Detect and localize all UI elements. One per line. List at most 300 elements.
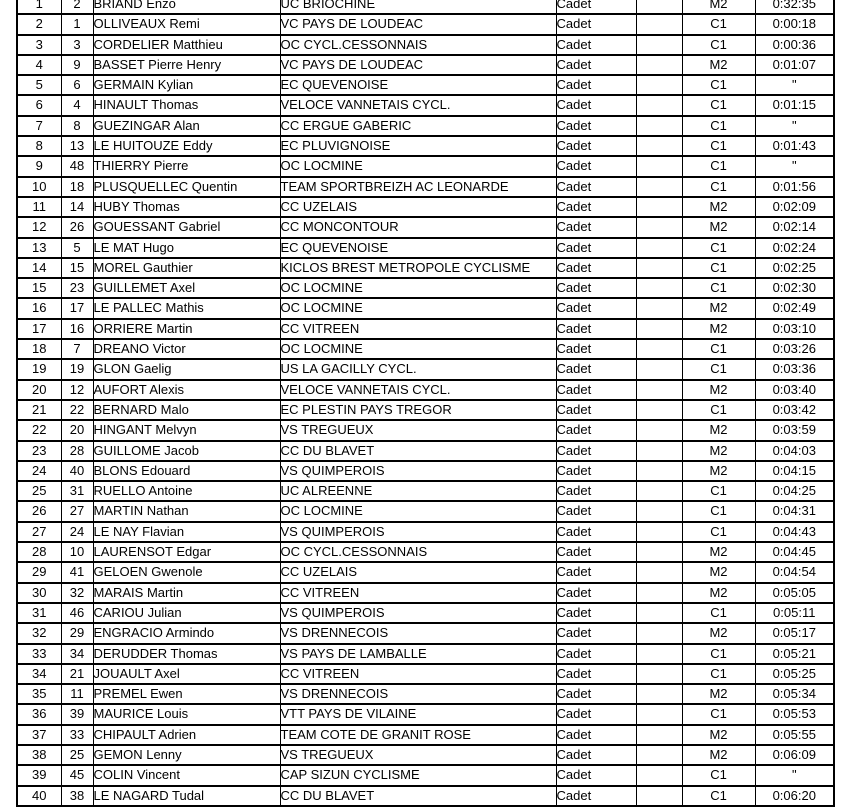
cell-dept	[636, 461, 682, 481]
cell-category: Cadet	[556, 461, 636, 481]
cell-category: Cadet	[556, 644, 636, 664]
result-row	[17, 35, 834, 55]
cell-dept	[636, 359, 682, 379]
results-table	[16, 0, 835, 807]
cell-category: Cadet	[556, 603, 636, 623]
cell-gap: 0:00:36	[755, 35, 834, 55]
cell-category: Cadet	[556, 664, 636, 684]
cell-dept	[636, 136, 682, 156]
cell-gap: 0:01:43	[755, 136, 834, 156]
cell-club: UC ALREENNE	[280, 481, 556, 501]
cell-club: OC LOCMINE	[280, 339, 556, 359]
cell-club: US LA GACILLY CYCL.	[280, 359, 556, 379]
cell-bib: 32	[61, 583, 93, 603]
cell-rank: 3	[17, 35, 61, 55]
cell-gap: 0:01:56	[755, 177, 834, 197]
cell-category: Cadet	[556, 522, 636, 542]
cell-name: CARIOU Julian	[93, 603, 280, 623]
cell-rank: 25	[17, 481, 61, 501]
result-row	[17, 75, 834, 95]
result-row	[17, 501, 834, 521]
result-row	[17, 238, 834, 258]
cell-class: M2	[682, 441, 755, 461]
cell-name: LAURENSOT Edgar	[93, 542, 280, 562]
cell-class: C1	[682, 156, 755, 176]
cell-name: HINGANT Melvyn	[93, 420, 280, 440]
cell-gap: 0:05:05	[755, 583, 834, 603]
cell-name: ORRIERE Martin	[93, 319, 280, 339]
cell-category: Cadet	[556, 217, 636, 237]
result-row	[17, 197, 834, 217]
cell-club: CC DU BLAVET	[280, 786, 556, 806]
cell-club: TEAM SPORTBREIZH AC LEONARDE	[280, 177, 556, 197]
cell-class: M2	[682, 380, 755, 400]
result-row	[17, 217, 834, 237]
cell-gap: 0:03:59	[755, 420, 834, 440]
result-row	[17, 765, 834, 785]
cell-club: CC VITREEN	[280, 583, 556, 603]
cell-rank: 36	[17, 704, 61, 724]
cell-dept	[636, 725, 682, 745]
cell-club: VC PAYS DE LOUDEAC	[280, 55, 556, 75]
cell-dept	[636, 217, 682, 237]
result-row	[17, 95, 834, 115]
cell-class: C1	[682, 177, 755, 197]
cell-club: OC LOCMINE	[280, 501, 556, 521]
cell-class: C1	[682, 75, 755, 95]
cell-dept	[636, 420, 682, 440]
cell-dept	[636, 55, 682, 75]
cell-dept	[636, 0, 682, 14]
cell-club: CC VITREEN	[280, 664, 556, 684]
cell-dept	[636, 35, 682, 55]
cell-class: M2	[682, 298, 755, 318]
result-row	[17, 298, 834, 318]
cell-name: THIERRY Pierre	[93, 156, 280, 176]
cell-rank: 31	[17, 603, 61, 623]
cell-rank: 12	[17, 217, 61, 237]
cell-bib: 31	[61, 481, 93, 501]
cell-category: Cadet	[556, 278, 636, 298]
cell-dept	[636, 14, 682, 34]
cell-gap: 0:06:20	[755, 786, 834, 806]
cell-gap: "	[755, 765, 834, 785]
result-row	[17, 441, 834, 461]
cell-gap: 0:05:21	[755, 644, 834, 664]
cell-bib: 38	[61, 786, 93, 806]
cell-class: M2	[682, 55, 755, 75]
cell-dept	[636, 116, 682, 136]
cell-gap: 0:01:15	[755, 95, 834, 115]
cell-bib: 29	[61, 623, 93, 643]
cell-name: OLLIVEAUX Remi	[93, 14, 280, 34]
cell-gap: 0:04:31	[755, 501, 834, 521]
cell-name: MARTIN Nathan	[93, 501, 280, 521]
cell-category: Cadet	[556, 481, 636, 501]
cell-club: EC QUEVENOISE	[280, 238, 556, 258]
cell-category: Cadet	[556, 420, 636, 440]
cell-club: VS QUIMPEROIS	[280, 603, 556, 623]
result-row	[17, 278, 834, 298]
result-row	[17, 644, 834, 664]
cell-club: CC MONCONTOUR	[280, 217, 556, 237]
cell-name: GELOEN Gwenole	[93, 562, 280, 582]
cell-bib: 8	[61, 116, 93, 136]
cell-class: M2	[682, 461, 755, 481]
cell-class: M2	[682, 725, 755, 745]
cell-bib: 39	[61, 704, 93, 724]
cell-class: C1	[682, 400, 755, 420]
cell-club: OC LOCMINE	[280, 278, 556, 298]
cell-gap: 0:00:18	[755, 14, 834, 34]
cell-gap: "	[755, 156, 834, 176]
cell-dept	[636, 623, 682, 643]
cell-rank: 35	[17, 684, 61, 704]
cell-rank: 15	[17, 278, 61, 298]
cell-gap: 0:04:45	[755, 542, 834, 562]
cell-gap: 0:04:43	[755, 522, 834, 542]
cell-club: KICLOS BREST METROPOLE CYCLISME	[280, 258, 556, 278]
cell-dept	[636, 238, 682, 258]
cell-category: Cadet	[556, 786, 636, 806]
cell-bib: 6	[61, 75, 93, 95]
cell-rank: 13	[17, 238, 61, 258]
cell-rank: 17	[17, 319, 61, 339]
cell-name: HUBY Thomas	[93, 197, 280, 217]
result-row	[17, 542, 834, 562]
cell-club: EC QUEVENOISE	[280, 75, 556, 95]
result-row	[17, 177, 834, 197]
cell-class: C1	[682, 522, 755, 542]
cell-name: GUEZINGAR Alan	[93, 116, 280, 136]
cell-category: Cadet	[556, 623, 636, 643]
cell-rank: 34	[17, 664, 61, 684]
cell-bib: 28	[61, 441, 93, 461]
cell-club: CC VITREEN	[280, 319, 556, 339]
cell-dept	[636, 664, 682, 684]
cell-class: C1	[682, 786, 755, 806]
cell-class: M2	[682, 217, 755, 237]
result-row	[17, 420, 834, 440]
cell-rank: 29	[17, 562, 61, 582]
cell-category: Cadet	[556, 136, 636, 156]
cell-club: VELOCE VANNETAIS CYCL.	[280, 95, 556, 115]
cell-bib: 7	[61, 339, 93, 359]
cell-club: VS PAYS DE LAMBALLE	[280, 644, 556, 664]
cell-dept	[636, 481, 682, 501]
cell-class: M2	[682, 623, 755, 643]
result-row	[17, 136, 834, 156]
cell-club: VTT PAYS DE VILAINE	[280, 704, 556, 724]
cell-name: GUILLEMET Axel	[93, 278, 280, 298]
cell-gap: 0:02:30	[755, 278, 834, 298]
cell-rank: 33	[17, 644, 61, 664]
cell-name: LE NAGARD Tudal	[93, 786, 280, 806]
cell-name: RUELLO Antoine	[93, 481, 280, 501]
cell-rank: 4	[17, 55, 61, 75]
cell-club: EC PLESTIN PAYS TREGOR	[280, 400, 556, 420]
cell-bib: 19	[61, 359, 93, 379]
cell-class: C1	[682, 14, 755, 34]
cell-category: Cadet	[556, 400, 636, 420]
cell-class: C1	[682, 359, 755, 379]
cell-gap: 0:03:36	[755, 359, 834, 379]
cell-dept	[636, 380, 682, 400]
cell-class: M2	[682, 542, 755, 562]
cell-bib: 10	[61, 542, 93, 562]
cell-club: OC LOCMINE	[280, 156, 556, 176]
cell-gap: 0:02:25	[755, 258, 834, 278]
cell-bib: 45	[61, 765, 93, 785]
cell-dept	[636, 745, 682, 765]
cell-class: C1	[682, 95, 755, 115]
result-row	[17, 380, 834, 400]
cell-bib: 5	[61, 238, 93, 258]
cell-category: Cadet	[556, 197, 636, 217]
cell-rank: 5	[17, 75, 61, 95]
cell-rank: 9	[17, 156, 61, 176]
cell-rank: 16	[17, 298, 61, 318]
cell-gap: 0:04:25	[755, 481, 834, 501]
cell-bib: 40	[61, 461, 93, 481]
cell-class: M2	[682, 319, 755, 339]
cell-gap: 0:03:42	[755, 400, 834, 420]
cell-gap: 0:02:24	[755, 238, 834, 258]
cell-dept	[636, 339, 682, 359]
cell-club: OC CYCL.CESSONNAIS	[280, 542, 556, 562]
cell-bib: 33	[61, 725, 93, 745]
cell-gap: 0:02:49	[755, 298, 834, 318]
cell-bib: 17	[61, 298, 93, 318]
cell-dept	[636, 197, 682, 217]
cell-bib: 12	[61, 380, 93, 400]
cell-bib: 24	[61, 522, 93, 542]
cell-class: M2	[682, 0, 755, 14]
cell-name: MAURICE Louis	[93, 704, 280, 724]
cell-gap: 0:02:14	[755, 217, 834, 237]
cell-club: VS QUIMPEROIS	[280, 461, 556, 481]
cell-category: Cadet	[556, 298, 636, 318]
cell-category: Cadet	[556, 583, 636, 603]
cell-bib: 18	[61, 177, 93, 197]
cell-category: Cadet	[556, 765, 636, 785]
cell-class: C1	[682, 481, 755, 501]
cell-class: C1	[682, 278, 755, 298]
cell-dept	[636, 75, 682, 95]
cell-dept	[636, 644, 682, 664]
cell-class: C1	[682, 644, 755, 664]
cell-club: VS QUIMPEROIS	[280, 522, 556, 542]
cell-bib: 11	[61, 684, 93, 704]
cell-club: VELOCE VANNETAIS CYCL.	[280, 380, 556, 400]
cell-class: C1	[682, 704, 755, 724]
cell-class: M2	[682, 420, 755, 440]
cell-bib: 2	[61, 0, 93, 14]
result-row	[17, 481, 834, 501]
cell-name: HINAULT Thomas	[93, 95, 280, 115]
cell-dept	[636, 156, 682, 176]
cell-club: CC UZELAIS	[280, 197, 556, 217]
cell-rank: 24	[17, 461, 61, 481]
cell-class: C1	[682, 238, 755, 258]
cell-rank: 22	[17, 420, 61, 440]
cell-club: CAP SIZUN CYCLISME	[280, 765, 556, 785]
cell-name: LE NAY Flavian	[93, 522, 280, 542]
cell-category: Cadet	[556, 319, 636, 339]
cell-class: C1	[682, 35, 755, 55]
cell-dept	[636, 704, 682, 724]
result-row	[17, 258, 834, 278]
cell-bib: 22	[61, 400, 93, 420]
cell-name: PLUSQUELLEC Quentin	[93, 177, 280, 197]
cell-name: BLONS Edouard	[93, 461, 280, 481]
cell-name: GOUESSANT Gabriel	[93, 217, 280, 237]
cell-category: Cadet	[556, 238, 636, 258]
cell-bib: 26	[61, 217, 93, 237]
result-row	[17, 522, 834, 542]
cell-club: VC PAYS DE LOUDEAC	[280, 14, 556, 34]
cell-gap: 0:02:09	[755, 197, 834, 217]
cell-dept	[636, 177, 682, 197]
cell-dept	[636, 258, 682, 278]
cell-dept	[636, 319, 682, 339]
result-row	[17, 745, 834, 765]
cell-bib: 25	[61, 745, 93, 765]
cell-rank: 27	[17, 522, 61, 542]
cell-dept	[636, 786, 682, 806]
cell-dept	[636, 765, 682, 785]
cell-class: M2	[682, 684, 755, 704]
cell-bib: 21	[61, 664, 93, 684]
cell-name: GLON Gaelig	[93, 359, 280, 379]
cell-dept	[636, 583, 682, 603]
cell-rank: 32	[17, 623, 61, 643]
cell-name: BASSET Pierre Henry	[93, 55, 280, 75]
cell-category: Cadet	[556, 156, 636, 176]
cell-category: Cadet	[556, 14, 636, 34]
result-row	[17, 116, 834, 136]
cell-category: Cadet	[556, 177, 636, 197]
cell-gap: "	[755, 75, 834, 95]
cell-dept	[636, 522, 682, 542]
cell-bib: 15	[61, 258, 93, 278]
cell-gap: 0:03:26	[755, 339, 834, 359]
cell-gap: 0:03:40	[755, 380, 834, 400]
result-row	[17, 684, 834, 704]
result-row	[17, 0, 834, 14]
cell-bib: 3	[61, 35, 93, 55]
cell-class: C1	[682, 116, 755, 136]
cell-name: CHIPAULT Adrien	[93, 725, 280, 745]
cell-rank: 11	[17, 197, 61, 217]
cell-gap: "	[755, 116, 834, 136]
cell-name: CORDELIER Matthieu	[93, 35, 280, 55]
cell-name: GUILLOME Jacob	[93, 441, 280, 461]
cell-bib: 27	[61, 501, 93, 521]
cell-category: Cadet	[556, 35, 636, 55]
result-row	[17, 55, 834, 75]
result-row	[17, 623, 834, 643]
cell-rank: 28	[17, 542, 61, 562]
cell-gap: 0:05:55	[755, 725, 834, 745]
cell-gap: 0:03:10	[755, 319, 834, 339]
cell-name: AUFORT Alexis	[93, 380, 280, 400]
result-row	[17, 156, 834, 176]
cell-category: Cadet	[556, 116, 636, 136]
cell-dept	[636, 542, 682, 562]
cell-rank: 20	[17, 380, 61, 400]
cell-name: MARAIS Martin	[93, 583, 280, 603]
cell-category: Cadet	[556, 501, 636, 521]
cell-club: TEAM COTE DE GRANIT ROSE	[280, 725, 556, 745]
cell-name: COLIN Vincent	[93, 765, 280, 785]
cell-club: VS TREGUEUX	[280, 420, 556, 440]
cell-category: Cadet	[556, 258, 636, 278]
cell-bib: 13	[61, 136, 93, 156]
result-row	[17, 704, 834, 724]
result-row	[17, 603, 834, 623]
cell-gap: 0:04:03	[755, 441, 834, 461]
cell-bib: 1	[61, 14, 93, 34]
cell-category: Cadet	[556, 704, 636, 724]
cell-name: DREANO Victor	[93, 339, 280, 359]
cell-rank: 2	[17, 14, 61, 34]
cell-dept	[636, 562, 682, 582]
cell-rank: 21	[17, 400, 61, 420]
cell-class: C1	[682, 136, 755, 156]
cell-category: Cadet	[556, 725, 636, 745]
cell-club: OC CYCL.CESSONNAIS	[280, 35, 556, 55]
cell-rank: 26	[17, 501, 61, 521]
cell-class: C1	[682, 501, 755, 521]
cell-class: C1	[682, 765, 755, 785]
cell-class: C1	[682, 339, 755, 359]
result-row	[17, 725, 834, 745]
cell-category: Cadet	[556, 95, 636, 115]
result-row	[17, 664, 834, 684]
cell-name: GERMAIN Kylian	[93, 75, 280, 95]
cell-bib: 14	[61, 197, 93, 217]
cell-dept	[636, 95, 682, 115]
cell-dept	[636, 603, 682, 623]
cell-gap: 0:32:35	[755, 0, 834, 14]
cell-club: UC BRIOCHINE	[280, 0, 556, 14]
cell-bib: 9	[61, 55, 93, 75]
cell-category: Cadet	[556, 339, 636, 359]
cell-rank: 23	[17, 441, 61, 461]
cell-category: Cadet	[556, 745, 636, 765]
cell-gap: 0:05:11	[755, 603, 834, 623]
cell-dept	[636, 501, 682, 521]
result-row	[17, 583, 834, 603]
cell-rank: 40	[17, 786, 61, 806]
cell-club: VS TREGUEUX	[280, 745, 556, 765]
cell-rank: 7	[17, 116, 61, 136]
cell-bib: 46	[61, 603, 93, 623]
cell-rank: 10	[17, 177, 61, 197]
cell-name: BRIAND Enzo	[93, 0, 280, 14]
cell-name: BERNARD Malo	[93, 400, 280, 420]
cell-bib: 16	[61, 319, 93, 339]
cell-category: Cadet	[556, 441, 636, 461]
cell-bib: 23	[61, 278, 93, 298]
cell-rank: 6	[17, 95, 61, 115]
cell-gap: 0:01:07	[755, 55, 834, 75]
result-row	[17, 786, 834, 806]
cell-name: LE PALLEC Mathis	[93, 298, 280, 318]
cell-gap: 0:05:34	[755, 684, 834, 704]
cell-bib: 20	[61, 420, 93, 440]
